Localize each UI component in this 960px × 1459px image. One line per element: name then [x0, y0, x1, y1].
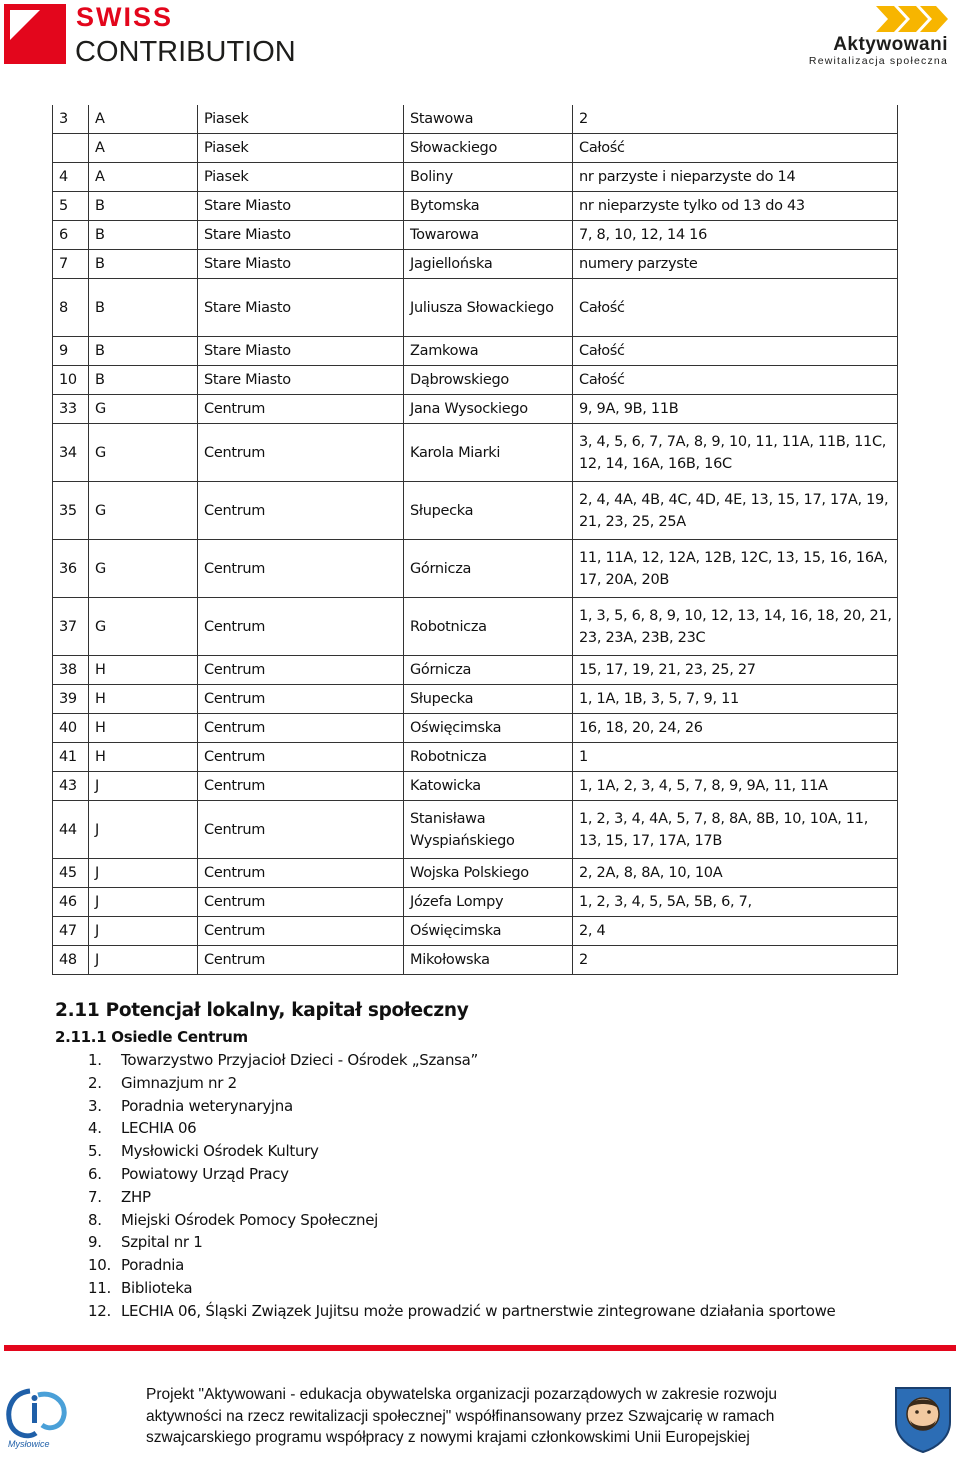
cell-street: Stanisława Wyspiańskiego [404, 801, 573, 859]
myslowice-logo-icon [2, 1385, 74, 1451]
footer-separator [4, 1345, 956, 1351]
footer-line-3: szwajcarskiego programu współpracy z nowymi krajami członkowskimi Unii Europejskiej [146, 1429, 750, 1446]
cell-osiedle: Centrum [198, 801, 404, 859]
cell-street: Bytomska [404, 192, 573, 221]
list-item-text: LECHIA 06 [121, 1119, 197, 1138]
cell-numbers: Całość [573, 279, 898, 337]
cell-numbers: 2, 4 [573, 917, 898, 946]
cell-street: Robotnicza [404, 743, 573, 772]
cell-street: Zamkowa [404, 337, 573, 366]
page-header [0, 0, 960, 80]
table-row [53, 482, 898, 540]
cell-subarea: H [89, 685, 198, 714]
cell-numbers: 1, 3, 5, 6, 8, 9, 10, 12, 13, 14, 16, 18, 20, 21, 23, 23A, 23B, 23C [573, 598, 898, 656]
cell-nr: 9 [53, 337, 89, 366]
cell-subarea: G [89, 598, 198, 656]
cell-numbers: 2, 2A, 8, 8A, 10, 10A [573, 859, 898, 888]
list-item [88, 1231, 835, 1254]
cell-numbers: 1, 2, 3, 4, 5, 5A, 5B, 6, 7, [573, 888, 898, 917]
footer-line-2: aktywności na rzecz rewitalizacji społecznej" współfinansowany przez Szwajcarię w ramach [146, 1407, 775, 1425]
table-row [53, 221, 898, 250]
cell-osiedle: Centrum [198, 540, 404, 598]
cell-osiedle: Stare Miasto [198, 221, 404, 250]
cell-numbers: 2 [573, 105, 898, 134]
cell-nr: 6 [53, 221, 89, 250]
list-item [88, 1209, 835, 1232]
cell-numbers: Całość [573, 134, 898, 163]
cell-nr: 39 [53, 685, 89, 714]
cell-subarea: B [89, 250, 198, 279]
cell-osiedle: Centrum [198, 424, 404, 482]
cell-subarea: H [89, 656, 198, 685]
cell-street: Słowackiego [404, 134, 573, 163]
cell-subarea: B [89, 279, 198, 337]
cell-subarea: G [89, 424, 198, 482]
cell-street: Wojska Polskiego [404, 859, 573, 888]
cell-osiedle: Stare Miasto [198, 279, 404, 337]
cell-street: Boliny [404, 163, 573, 192]
footer-line-1: Projekt "Aktywowani - edukacja obywatelska organizacji pozarządowych w zakresie rozwoju [146, 1386, 777, 1403]
list-item-number: 12. [88, 1301, 111, 1320]
swiss-flag-icon [4, 4, 66, 64]
cell-osiedle: Stare Miasto [198, 250, 404, 279]
cell-nr: 48 [53, 946, 89, 975]
cell-subarea: B [89, 221, 198, 250]
cell-numbers: 1, 1A, 1B, 3, 5, 7, 9, 11 [573, 685, 898, 714]
table-row [53, 859, 898, 888]
organizations-list [88, 1049, 835, 1323]
table-row [53, 279, 898, 337]
cell-nr: 40 [53, 714, 89, 743]
cell-numbers: 11, 11A, 12, 12A, 12B, 12C, 13, 15, 16, 16A, 17, 20A, 20B [573, 540, 898, 598]
list-item-number: 10. [88, 1256, 111, 1275]
cell-nr: 44 [53, 801, 89, 859]
cell-numbers: 1, 2, 3, 4, 4A, 5, 7, 8, 8A, 8B, 10, 10A, 11, 13, 15, 17, 17A, 17B [573, 801, 898, 859]
cell-subarea: H [89, 743, 198, 772]
cell-numbers: 1 [573, 743, 898, 772]
list-item [88, 1277, 835, 1300]
cell-osiedle: Centrum [198, 946, 404, 975]
table-row [53, 685, 898, 714]
section-heading: 2.11 Potencjał lokalny, kapitał społeczny [55, 1000, 469, 1021]
list-item-text: Miejski Ośrodek Pomocy Społecznej [121, 1210, 378, 1229]
cell-subarea: A [89, 105, 198, 134]
list-item-number: 6. [88, 1164, 102, 1183]
streets-table [52, 105, 898, 975]
table-row [53, 366, 898, 395]
list-item-number: 4. [88, 1119, 102, 1138]
cell-numbers: numery parzyste [573, 250, 898, 279]
cell-osiedle: Centrum [198, 859, 404, 888]
cell-osiedle: Centrum [198, 656, 404, 685]
table-row [53, 395, 898, 424]
cell-street: Górnicza [404, 656, 573, 685]
cell-subarea: A [89, 163, 198, 192]
table-row [53, 337, 898, 366]
cell-street: Oświęcimska [404, 714, 573, 743]
cell-street: Górnicza [404, 540, 573, 598]
swiss-contribution-logo [4, 4, 294, 66]
cell-street: Stawowa [404, 105, 573, 134]
chevrons-right-icon [876, 4, 950, 34]
list-item [88, 1072, 835, 1095]
streets-table-body [53, 105, 898, 975]
aktywowani-name: Aktywowani [833, 34, 948, 55]
cell-subarea: H [89, 714, 198, 743]
list-item-number: 2. [88, 1073, 102, 1092]
cell-nr: 41 [53, 743, 89, 772]
list-item [88, 1254, 835, 1277]
cell-numbers: 3, 4, 5, 6, 7, 7A, 8, 9, 10, 11, 11A, 11B, 11C, 12, 14, 16A, 16B, 16C [573, 424, 898, 482]
swiss-logo-line1: SWISS [76, 2, 174, 32]
cell-nr: 10 [53, 366, 89, 395]
table-row [53, 163, 898, 192]
list-item-number: 1. [88, 1051, 102, 1069]
cell-osiedle: Centrum [198, 395, 404, 424]
cell-numbers: nr parzyste i nieparzyste do 14 [573, 163, 898, 192]
table-row [53, 772, 898, 801]
cell-subarea: B [89, 192, 198, 221]
cell-numbers: 16, 18, 20, 24, 26 [573, 714, 898, 743]
cell-nr: 47 [53, 917, 89, 946]
cell-street: Robotnicza [404, 598, 573, 656]
cell-subarea: G [89, 540, 198, 598]
cell-street: Katowicka [404, 772, 573, 801]
cell-subarea: G [89, 395, 198, 424]
cell-street: Dąbrowskiego [404, 366, 573, 395]
table-row [53, 192, 898, 221]
cell-nr: 3 [53, 105, 89, 134]
cell-nr: 45 [53, 859, 89, 888]
cell-street: Józefa Lompy [404, 888, 573, 917]
cell-subarea: J [89, 801, 198, 859]
cell-numbers: nr nieparzyste tylko od 13 do 43 [573, 192, 898, 221]
list-item-text: Towarzystwo Przyjacioł Dzieci - Ośrodek „Szansa” [121, 1051, 479, 1069]
table-row [53, 801, 898, 859]
list-item [88, 1186, 835, 1209]
cell-street: Towarowa [404, 221, 573, 250]
cell-osiedle: Centrum [198, 598, 404, 656]
cell-numbers: 9, 9A, 9B, 11B [573, 395, 898, 424]
table-row [53, 946, 898, 975]
cell-osiedle: Stare Miasto [198, 366, 404, 395]
cell-numbers: 15, 17, 19, 21, 23, 25, 27 [573, 656, 898, 685]
list-item-text: Biblioteka [121, 1278, 193, 1297]
cell-osiedle: Centrum [198, 772, 404, 801]
list-item-text: Gimnazjum nr 2 [121, 1073, 237, 1092]
section-subheading: 2.11.1 Osiedle Centrum [55, 1028, 248, 1046]
table-row [53, 424, 898, 482]
cell-numbers: 7, 8, 10, 12, 14 16 [573, 221, 898, 250]
myslowice-logo-text: Mysłowice [8, 1439, 50, 1449]
cell-subarea: J [89, 859, 198, 888]
cell-nr: 43 [53, 772, 89, 801]
cell-osiedle: Centrum [198, 743, 404, 772]
cell-numbers: Całość [573, 366, 898, 395]
cell-nr: 46 [53, 888, 89, 917]
list-item-number: 7. [88, 1187, 102, 1206]
table-row [53, 656, 898, 685]
table-row [53, 250, 898, 279]
table-row [53, 598, 898, 656]
cell-osiedle: Piasek [198, 134, 404, 163]
list-item-text: Poradnia [121, 1256, 185, 1275]
cell-osiedle: Centrum [198, 917, 404, 946]
list-item-text: Poradnia weterynaryjna [121, 1096, 293, 1115]
cell-street: Oświęcimska [404, 917, 573, 946]
cell-subarea: B [89, 366, 198, 395]
footer-text [146, 1384, 846, 1449]
list-item [88, 1140, 835, 1163]
table-row [53, 134, 898, 163]
cell-nr: 36 [53, 540, 89, 598]
cell-osiedle: Stare Miasto [198, 192, 404, 221]
cell-osiedle: Centrum [198, 714, 404, 743]
list-item [88, 1095, 835, 1118]
list-item-text: Mysłowicki Ośrodek Kultury [121, 1142, 319, 1161]
table-row [53, 540, 898, 598]
cell-osiedle: Piasek [198, 105, 404, 134]
cell-osiedle: Centrum [198, 685, 404, 714]
table-row [53, 714, 898, 743]
cell-street: Słupecka [404, 685, 573, 714]
list-item-number: 5. [88, 1142, 102, 1161]
cell-subarea: J [89, 888, 198, 917]
cell-subarea: B [89, 337, 198, 366]
cell-osiedle: Piasek [198, 163, 404, 192]
cell-street: Jagiellońska [404, 250, 573, 279]
cell-osiedle: Stare Miasto [198, 337, 404, 366]
cell-street: Mikołowska [404, 946, 573, 975]
cell-subarea: J [89, 917, 198, 946]
cell-nr: 33 [53, 395, 89, 424]
list-item-text: LECHIA 06, Śląski Związek Jujitsu może prowadzić w partnerstwie zintegrowane działania sportowe [121, 1301, 836, 1320]
list-item-text: Powiatowy Urząd Pracy [121, 1164, 289, 1183]
list-item-number: 3. [88, 1096, 102, 1115]
swiss-logo-line2: CONTRIBUTION [75, 36, 296, 68]
list-item-text: ZHP [121, 1187, 151, 1206]
list-item-text: Szpital nr 1 [121, 1233, 203, 1252]
aktywowani-subtitle: Rewitalizacja społeczna [808, 55, 948, 67]
cell-subarea: G [89, 482, 198, 540]
cell-numbers: Całość [573, 337, 898, 366]
cell-nr: 7 [53, 250, 89, 279]
cell-numbers: 2 [573, 946, 898, 975]
list-item-number: 11. [88, 1278, 111, 1297]
cell-street: Słupecka [404, 482, 573, 540]
list-item-number: 8. [88, 1210, 102, 1229]
cell-nr: 4 [53, 163, 89, 192]
list-item [88, 1117, 835, 1140]
cell-nr: 37 [53, 598, 89, 656]
list-item [88, 1163, 835, 1186]
cell-numbers: 2, 4, 4A, 4B, 4C, 4D, 4E, 13, 15, 17, 17A, 19, 21, 23, 25, 25A [573, 482, 898, 540]
table-row [53, 105, 898, 134]
cell-subarea: A [89, 134, 198, 163]
cell-street: Jana Wysockiego [404, 395, 573, 424]
list-item [88, 1300, 835, 1323]
cell-nr: 8 [53, 279, 89, 337]
city-coat-of-arms-icon [892, 1384, 954, 1454]
cell-nr: 35 [53, 482, 89, 540]
cell-subarea: J [89, 946, 198, 975]
cell-subarea: J [89, 772, 198, 801]
cell-nr: 34 [53, 424, 89, 482]
aktywowani-logo [804, 2, 954, 68]
cell-nr: 38 [53, 656, 89, 685]
cell-osiedle: Centrum [198, 482, 404, 540]
table-row [53, 743, 898, 772]
cell-osiedle: Centrum [198, 888, 404, 917]
table-row [53, 917, 898, 946]
list-item [88, 1049, 835, 1072]
cell-nr [53, 134, 89, 163]
cell-numbers: 1, 1A, 2, 3, 4, 5, 7, 8, 9, 9A, 11, 11A [573, 772, 898, 801]
cell-street: Juliusza Słowackiego [404, 279, 573, 337]
cell-nr: 5 [53, 192, 89, 221]
table-row [53, 888, 898, 917]
list-item-number: 9. [88, 1233, 102, 1252]
cell-street: Karola Miarki [404, 424, 573, 482]
